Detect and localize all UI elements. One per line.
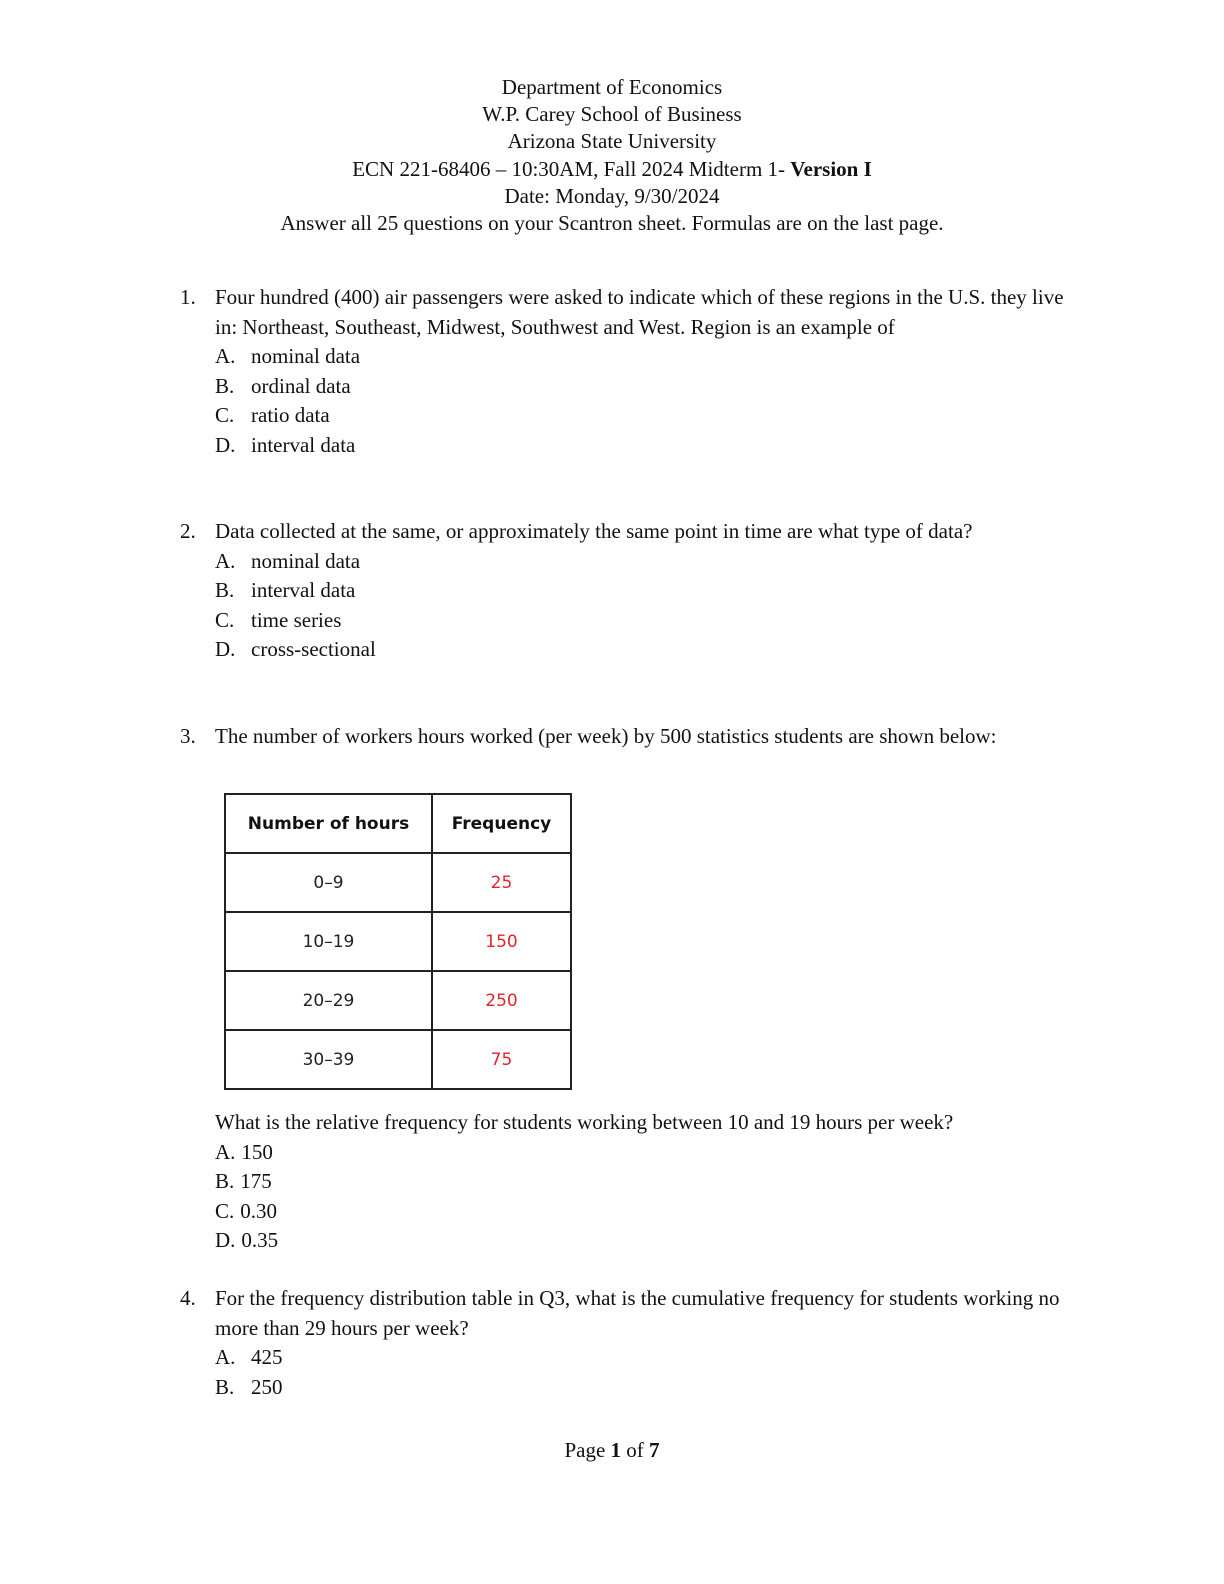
table-row — [225, 853, 571, 912]
option-d: D. cross-sectional — [215, 637, 376, 661]
option-b: B. 250 — [215, 1374, 283, 1399]
option-d: D. 0.35 — [215, 1228, 279, 1252]
option-a: A. 150 — [215, 1139, 273, 1164]
page-footer: Page 1 of 7 — [564, 1438, 660, 1462]
followup-question: What is the relative frequency for students working between 10 and 19 hours per week? — [215, 1110, 954, 1134]
frequency-cell: 150 — [432, 912, 571, 971]
department-line: Department of Economics — [501, 75, 723, 99]
question-number: 4. — [180, 1286, 196, 1310]
option-d: D. interval data — [215, 432, 356, 457]
question-number: 3. — [180, 724, 196, 748]
frequency-cell: 250 — [432, 971, 571, 1030]
question-4 — [180, 1284, 1070, 1402]
table-row — [225, 912, 571, 971]
option-a: A. 425 — [215, 1345, 283, 1369]
question-stem: The number of workers hours worked (per week) by 500 statistics students are shown below: — [215, 724, 997, 748]
answer-options — [215, 342, 1070, 460]
date-line: Date: Monday, 9/30/2024 — [504, 183, 720, 208]
question-stem: Data collected at the same, or approximately the same point in time are what type of data? — [215, 519, 973, 543]
total-pages: 7 — [649, 1438, 660, 1462]
question-3 — [180, 722, 1070, 752]
current-page: 1 — [610, 1438, 622, 1462]
option-c: C. ratio data — [215, 403, 330, 427]
hours-cell: 10–19 — [225, 912, 432, 971]
table-row — [225, 1030, 571, 1089]
question-number: 1. — [180, 285, 196, 309]
column-header-hours: Number of hours — [225, 794, 432, 853]
table-header-row — [225, 794, 571, 853]
university-line: Arizona State University — [507, 129, 717, 154]
answer-options — [215, 547, 1070, 665]
option-a: A. nominal data — [215, 344, 361, 368]
version-label: Version I — [790, 156, 872, 181]
question-3-followup — [180, 1108, 1070, 1256]
hours-cell: 0–9 — [225, 853, 432, 912]
column-header-frequency: Frequency — [432, 794, 571, 853]
option-b: B. ordinal data — [215, 373, 351, 398]
frequency-cell: 75 — [432, 1030, 571, 1089]
option-c: C. 0.30 — [215, 1198, 278, 1223]
option-a: A. nominal data — [215, 548, 361, 573]
question-stem: Four hundred (400) air passengers were asked to indicate which of these regions in the U.S. they live in: Northeast, Southeast, Midwest, Southwest and West. Region is an example of — [215, 285, 1064, 339]
question-1 — [180, 283, 1070, 460]
answer-options — [215, 1138, 1070, 1256]
hours-cell: 30–39 — [225, 1030, 432, 1089]
school-line: W.P. Carey School of Business — [482, 102, 742, 127]
exam-header — [0, 74, 1224, 237]
table-row — [225, 971, 571, 1030]
frequency-table — [224, 793, 572, 1090]
question-number: 2. — [180, 519, 196, 543]
option-b: B. 175 — [215, 1169, 272, 1193]
course-line — [0, 156, 1224, 183]
answer-options — [215, 1343, 1070, 1402]
frequency-cell: 25 — [432, 853, 571, 912]
question-stem: For the frequency distribution table in Q3, what is the cumulative frequency for students working no more than 29 hours per week? — [215, 1286, 1060, 1340]
instructions-line: Answer all 25 questions on your Scantron sheet. Formulas are on the last page. — [280, 211, 944, 236]
option-c: C. time series — [215, 607, 342, 632]
course-info: ECN 221-68406 – 10:30AM, Fall 2024 Midterm 1- — [352, 156, 791, 181]
question-2 — [180, 517, 1070, 665]
hours-cell: 20–29 — [225, 971, 432, 1030]
option-b: B. interval data — [215, 578, 356, 602]
